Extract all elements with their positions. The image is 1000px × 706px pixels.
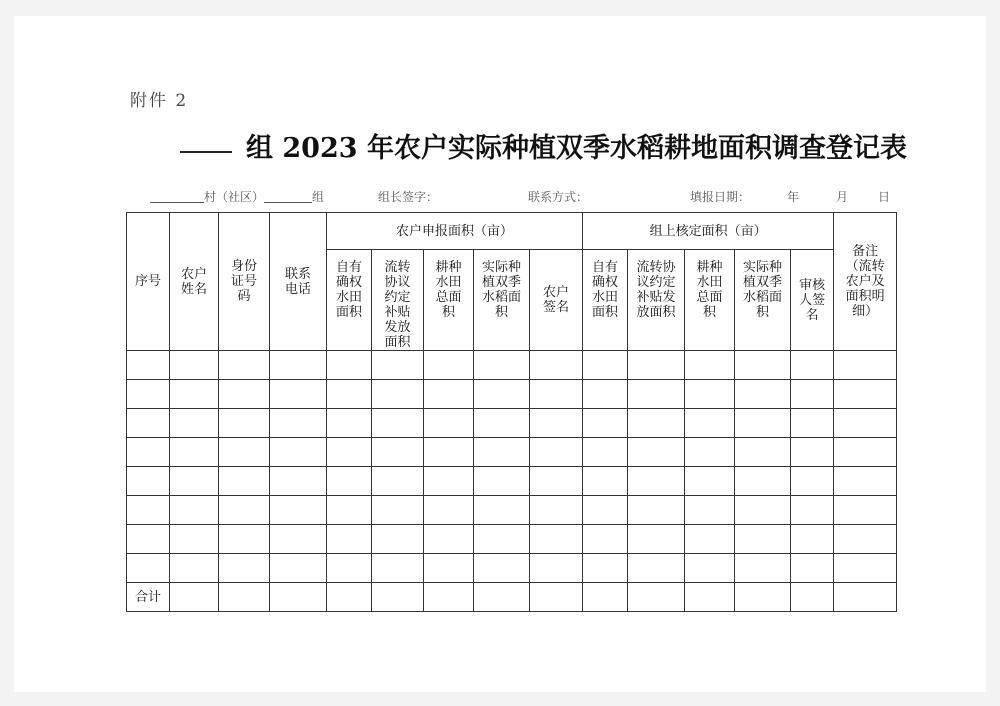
table-cell[interactable] bbox=[791, 554, 834, 583]
table-cell[interactable] bbox=[791, 467, 834, 496]
table-cell[interactable] bbox=[583, 583, 628, 612]
table-cell[interactable] bbox=[372, 583, 424, 612]
table-cell[interactable] bbox=[474, 467, 530, 496]
table-cell[interactable] bbox=[834, 467, 897, 496]
table-cell[interactable] bbox=[474, 525, 530, 554]
table-cell[interactable] bbox=[685, 583, 735, 612]
table-cell[interactable] bbox=[424, 351, 474, 380]
header-checked-own: 自有 确权 水田 面积 bbox=[583, 250, 628, 351]
table-cell[interactable] bbox=[127, 409, 170, 438]
table-cell[interactable] bbox=[270, 583, 327, 612]
table-cell[interactable] bbox=[170, 496, 219, 525]
table-cell[interactable] bbox=[372, 525, 424, 554]
table-cell[interactable] bbox=[372, 554, 424, 583]
table-cell[interactable] bbox=[583, 380, 628, 409]
table-cell[interactable] bbox=[372, 467, 424, 496]
table-row bbox=[127, 409, 897, 438]
table-cell[interactable] bbox=[735, 438, 791, 467]
table-cell[interactable] bbox=[424, 583, 474, 612]
table-cell[interactable] bbox=[530, 351, 583, 380]
table-cell[interactable] bbox=[834, 583, 897, 612]
table-cell[interactable] bbox=[735, 583, 791, 612]
table-cell[interactable] bbox=[127, 525, 170, 554]
table-cell[interactable] bbox=[583, 438, 628, 467]
table-cell[interactable] bbox=[583, 467, 628, 496]
header-farmer-actual: 实际种 植双季 水稻面 积 bbox=[474, 250, 530, 351]
total-label: 合计 bbox=[127, 583, 170, 612]
table-cell[interactable] bbox=[628, 351, 685, 380]
group-blank[interactable] bbox=[264, 202, 312, 203]
registration-table bbox=[126, 212, 897, 612]
table-cell[interactable] bbox=[474, 583, 530, 612]
day-label: 日 bbox=[878, 190, 891, 204]
table-cell[interactable] bbox=[372, 496, 424, 525]
header-name: 农户 姓名 bbox=[170, 213, 219, 351]
table-cell[interactable] bbox=[170, 380, 219, 409]
table-cell[interactable] bbox=[834, 554, 897, 583]
table-cell[interactable] bbox=[372, 380, 424, 409]
table-row bbox=[127, 438, 897, 467]
header-checked-actual: 实际种 植双季 水稻面 积 bbox=[735, 250, 791, 351]
table-cell[interactable] bbox=[170, 554, 219, 583]
table-cell[interactable] bbox=[791, 351, 834, 380]
group-name-blank[interactable] bbox=[180, 151, 232, 153]
table-cell[interactable] bbox=[685, 525, 735, 554]
table-cell[interactable] bbox=[424, 554, 474, 583]
table-cell[interactable] bbox=[270, 380, 327, 409]
header-remark: 备注 （流转 农户及 面积明 细） bbox=[834, 213, 897, 351]
header-farmer-total: 耕种 水田 总面 积 bbox=[424, 250, 474, 351]
table-cell[interactable] bbox=[628, 496, 685, 525]
month-label: 月 bbox=[836, 190, 849, 204]
table-cell[interactable] bbox=[170, 409, 219, 438]
table-row bbox=[127, 554, 897, 583]
fill-date-label: 填报日期： bbox=[690, 190, 751, 204]
leader-sign-label: 组长签字： bbox=[378, 190, 439, 204]
table-cell[interactable] bbox=[219, 351, 270, 380]
table-cell[interactable] bbox=[424, 438, 474, 467]
table-cell[interactable] bbox=[127, 496, 170, 525]
table-cell[interactable] bbox=[834, 409, 897, 438]
total-row bbox=[127, 583, 897, 612]
table-cell[interactable] bbox=[270, 467, 327, 496]
table-cell[interactable] bbox=[270, 554, 327, 583]
table-cell[interactable] bbox=[583, 351, 628, 380]
contact-label: 联系方式： bbox=[528, 190, 589, 204]
table-cell[interactable] bbox=[327, 351, 372, 380]
table-cell[interactable] bbox=[372, 409, 424, 438]
table-cell[interactable] bbox=[583, 409, 628, 438]
table-cell[interactable] bbox=[791, 380, 834, 409]
year-label: 年 bbox=[787, 190, 800, 204]
table-cell[interactable] bbox=[270, 496, 327, 525]
header-farmer-transfer: 流转 协议 约定 补贴 发放 面积 bbox=[372, 250, 424, 351]
table-cell[interactable] bbox=[219, 496, 270, 525]
table-cell[interactable] bbox=[219, 409, 270, 438]
table-cell[interactable] bbox=[530, 380, 583, 409]
table-cell[interactable] bbox=[127, 554, 170, 583]
table-cell[interactable] bbox=[791, 496, 834, 525]
table-cell[interactable] bbox=[628, 554, 685, 583]
table-cell[interactable] bbox=[685, 409, 735, 438]
table-cell[interactable] bbox=[327, 496, 372, 525]
table-cell[interactable] bbox=[327, 583, 372, 612]
table-cell[interactable] bbox=[327, 438, 372, 467]
table-cell[interactable] bbox=[530, 583, 583, 612]
table-cell[interactable] bbox=[530, 554, 583, 583]
table-cell[interactable] bbox=[327, 525, 372, 554]
header-checked-transfer: 流转协 议约定 补贴发 放面积 bbox=[628, 250, 685, 351]
table-cell[interactable] bbox=[424, 409, 474, 438]
header-farmer-group: 农户申报面积（亩） bbox=[327, 213, 583, 250]
table-cell[interactable] bbox=[834, 438, 897, 467]
table-cell[interactable] bbox=[628, 409, 685, 438]
table-cell[interactable] bbox=[219, 438, 270, 467]
table-cell[interactable] bbox=[170, 438, 219, 467]
table-cell[interactable] bbox=[583, 525, 628, 554]
header-farmer-own: 自有 确权 水田 面积 bbox=[327, 250, 372, 351]
table-cell[interactable] bbox=[791, 409, 834, 438]
table-cell[interactable] bbox=[834, 496, 897, 525]
table-cell[interactable] bbox=[327, 467, 372, 496]
table-cell[interactable] bbox=[791, 583, 834, 612]
table-cell[interactable] bbox=[834, 351, 897, 380]
table-cell[interactable] bbox=[735, 496, 791, 525]
table-cell[interactable] bbox=[372, 438, 424, 467]
table-cell[interactable] bbox=[530, 467, 583, 496]
table-cell[interactable] bbox=[219, 554, 270, 583]
table-cell[interactable] bbox=[685, 438, 735, 467]
table-cell[interactable] bbox=[685, 554, 735, 583]
table-cell[interactable] bbox=[530, 438, 583, 467]
header-id: 身份 证号 码 bbox=[219, 213, 270, 351]
table-cell[interactable] bbox=[685, 351, 735, 380]
table-cell[interactable] bbox=[424, 467, 474, 496]
page-title bbox=[180, 126, 907, 170]
table-cell[interactable] bbox=[834, 380, 897, 409]
table-cell[interactable] bbox=[735, 409, 791, 438]
table-cell[interactable] bbox=[583, 554, 628, 583]
village-field bbox=[150, 188, 324, 205]
table-cell[interactable] bbox=[170, 525, 219, 554]
table-cell[interactable] bbox=[735, 351, 791, 380]
group-label: 组 bbox=[312, 190, 325, 204]
table-cell[interactable] bbox=[735, 380, 791, 409]
table-cell[interactable] bbox=[474, 438, 530, 467]
table-row bbox=[127, 380, 897, 409]
header-checked-total: 耕种 水田 总面 积 bbox=[685, 250, 735, 351]
attachment-label: 附件 2 bbox=[130, 91, 189, 111]
table-cell[interactable] bbox=[474, 351, 530, 380]
table-cell[interactable] bbox=[327, 380, 372, 409]
table-cell[interactable] bbox=[474, 380, 530, 409]
table-cell[interactable] bbox=[170, 351, 219, 380]
table-cell[interactable] bbox=[628, 583, 685, 612]
table-cell[interactable] bbox=[530, 409, 583, 438]
village-label: 村（社区） bbox=[204, 190, 265, 204]
table-cell[interactable] bbox=[685, 380, 735, 409]
table-cell[interactable] bbox=[127, 380, 170, 409]
table-cell[interactable] bbox=[127, 351, 170, 380]
table-cell[interactable] bbox=[735, 525, 791, 554]
table-cell[interactable] bbox=[424, 496, 474, 525]
header-seq: 序号 bbox=[127, 213, 170, 351]
table-cell[interactable] bbox=[791, 438, 834, 467]
table-cell[interactable] bbox=[127, 467, 170, 496]
table-cell[interactable] bbox=[628, 380, 685, 409]
table-cell[interactable] bbox=[735, 554, 791, 583]
table-cell[interactable] bbox=[791, 525, 834, 554]
table-cell[interactable] bbox=[270, 525, 327, 554]
table-cell[interactable] bbox=[270, 409, 327, 438]
table-cell[interactable] bbox=[583, 496, 628, 525]
table-row bbox=[127, 525, 897, 554]
table-cell[interactable] bbox=[327, 554, 372, 583]
table-cell[interactable] bbox=[685, 467, 735, 496]
header-farmer-sign: 农户 签名 bbox=[530, 250, 583, 351]
header-checked-reviewer: 审核 人签 名 bbox=[791, 250, 834, 351]
table-cell[interactable] bbox=[270, 351, 327, 380]
table-cell[interactable] bbox=[474, 409, 530, 438]
table-cell[interactable] bbox=[424, 525, 474, 554]
table-cell[interactable] bbox=[219, 583, 270, 612]
table-cell[interactable] bbox=[834, 525, 897, 554]
header-phone: 联系 电话 bbox=[270, 213, 327, 351]
table-cell[interactable] bbox=[219, 467, 270, 496]
table-cell[interactable] bbox=[372, 351, 424, 380]
table-cell[interactable] bbox=[628, 467, 685, 496]
table-cell[interactable] bbox=[327, 409, 372, 438]
header-checked-group: 组上核定面积（亩） bbox=[583, 213, 834, 250]
title-text: 组 2023 年农户实际种植双季水稻耕地面积调查登记表 bbox=[246, 133, 907, 164]
table-cell[interactable] bbox=[474, 554, 530, 583]
table-cell[interactable] bbox=[219, 525, 270, 554]
table-cell[interactable] bbox=[735, 467, 791, 496]
table-cell[interactable] bbox=[270, 438, 327, 467]
table-cell[interactable] bbox=[530, 496, 583, 525]
table-cell[interactable] bbox=[219, 380, 270, 409]
table-cell[interactable] bbox=[127, 438, 170, 467]
table-cell[interactable] bbox=[170, 467, 219, 496]
village-blank[interactable] bbox=[150, 202, 204, 203]
table-cell[interactable] bbox=[685, 496, 735, 525]
table-cell[interactable] bbox=[474, 496, 530, 525]
table-row bbox=[127, 496, 897, 525]
table-row bbox=[127, 467, 897, 496]
table-cell[interactable] bbox=[628, 438, 685, 467]
table-cell[interactable] bbox=[170, 583, 219, 612]
table-cell[interactable] bbox=[424, 380, 474, 409]
table-row bbox=[127, 351, 897, 380]
table-cell[interactable] bbox=[530, 525, 583, 554]
table-cell[interactable] bbox=[628, 525, 685, 554]
